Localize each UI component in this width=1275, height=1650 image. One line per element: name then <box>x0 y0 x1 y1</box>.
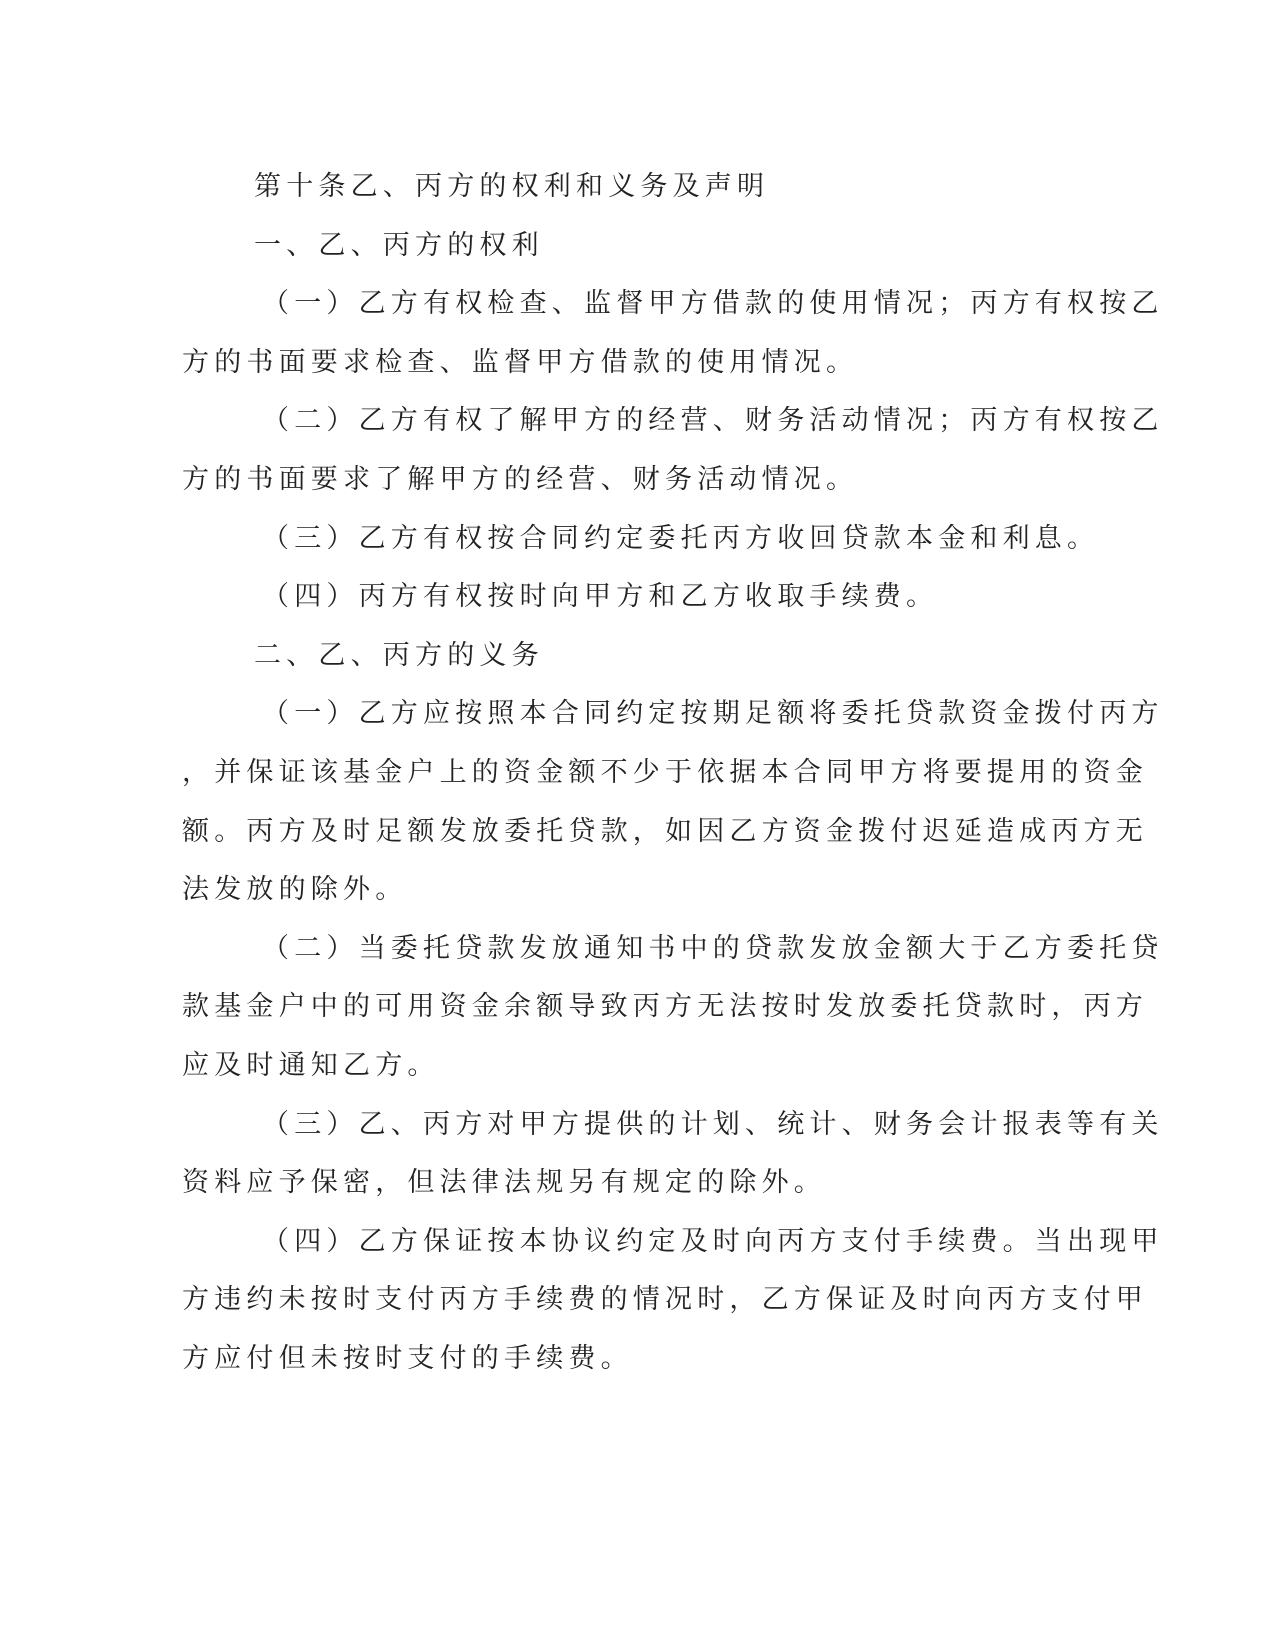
paragraph-line: 款基金户中的可用资金余额导致丙方无法按时发放委托贷款时，丙方 <box>182 991 1148 1023</box>
paragraph-line: （一）乙方有权检查、监督甲方借款的使用情况；丙方有权按乙 <box>262 288 1164 320</box>
paragraph-line: 方应付但未按时支付的手续费。 <box>182 1342 633 1374</box>
section-heading-rights: 一、乙、丙方的权利 <box>254 229 544 261</box>
document-body <box>182 158 1164 1388</box>
paragraph-line: （四）乙方保证按本协议约定及时向丙方支付手续费。当出现甲 <box>262 1225 1164 1257</box>
paragraph-line: 应及时通知乙方。 <box>182 1049 440 1081</box>
paragraph-line: 额。丙方及时足额发放委托贷款，如因乙方资金拨付迟延造成丙方无 <box>182 815 1148 847</box>
paragraph-line: ，并保证该基金户上的资金额不少于依据本合同甲方将要提用的资金 <box>182 756 1148 788</box>
paragraph-line: （三）乙、丙方对甲方提供的计划、统计、财务会计报表等有关 <box>262 1108 1164 1140</box>
paragraph-line: 资料应予保密，但法律法规另有规定的除外。 <box>182 1167 826 1199</box>
paragraph-line: 法发放的除外。 <box>182 874 408 906</box>
section-heading-obligations: 二、乙、丙方的义务 <box>254 639 544 671</box>
paragraph-line: （二）乙方有权了解甲方的经营、财务活动情况；丙方有权按乙 <box>262 405 1164 437</box>
paragraph-line: 方的书面要求了解甲方的经营、财务活动情况。 <box>182 463 859 495</box>
paragraph-line: （三）乙方有权按合同约定委托丙方收回贷款本金和利息。 <box>262 522 1100 554</box>
paragraph-line: 方的书面要求检查、监督甲方借款的使用情况。 <box>182 346 859 378</box>
article-heading: 第十条乙、丙方的权利和义务及声明 <box>254 171 770 202</box>
paragraph-line: 方违约未按时支付丙方手续费的情况时，乙方保证及时向丙方支付甲 <box>182 1284 1148 1316</box>
paragraph-line: （四）丙方有权按时向甲方和乙方收取手续费。 <box>262 581 939 613</box>
paragraph-line: （二）当委托贷款发放通知书中的贷款发放金额大于乙方委托贷 <box>262 932 1164 964</box>
paragraph-line: （一）乙方应按照本合同约定按期足额将委托贷款资金拨付丙方 <box>262 698 1164 730</box>
